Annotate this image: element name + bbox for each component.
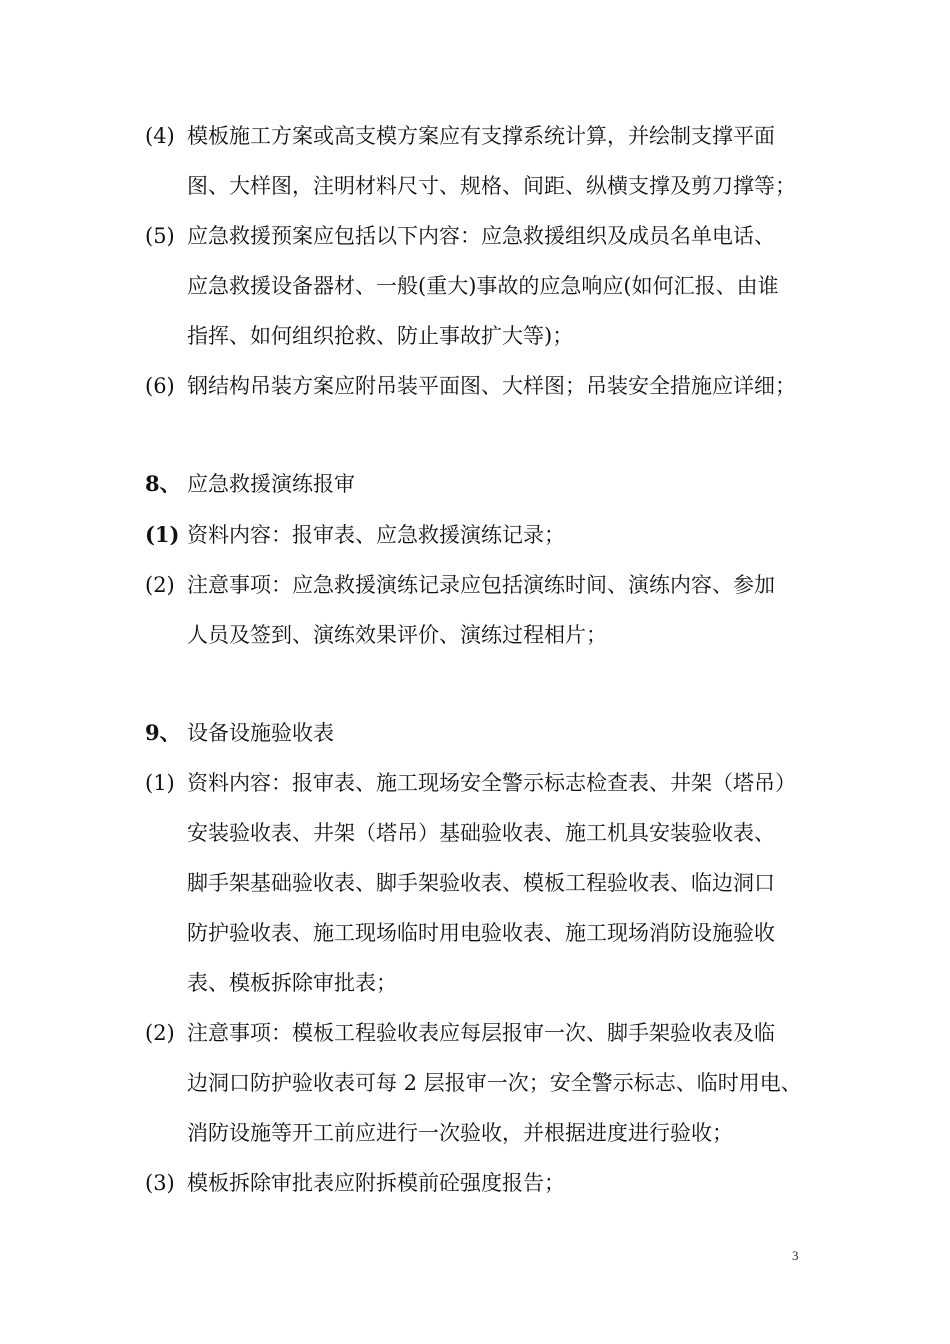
item-text: 边洞口防护验收表可每 2 层报审一次；安全警示标志、临时用电、	[187, 1071, 802, 1095]
item-number: (1)	[145, 771, 175, 795]
item-number: (4)	[145, 124, 175, 148]
item-text: 表、模板拆除审批表；	[187, 971, 397, 995]
page-number: 3	[792, 1248, 799, 1263]
item-text: 指挥、如何组织抢救、防止事故扩大等)；	[187, 324, 574, 348]
item-number: (3)	[145, 1171, 175, 1195]
item-number: (2)	[145, 1021, 175, 1045]
section-number: 8、	[145, 471, 181, 496]
item-number: (6)	[145, 374, 175, 398]
item-text: 资料内容：报审表、施工现场安全警示标志检查表、井架（塔吊）	[187, 771, 796, 795]
item-number: (5)	[145, 224, 175, 248]
list-item-continuation	[187, 266, 779, 306]
section-number: 9、	[145, 720, 181, 745]
item-text: 图、大样图，注明材料尺寸、规格、间距、纵横支撑及剪刀撑等；	[187, 174, 796, 198]
list-item-continuation	[187, 166, 796, 206]
list-item	[145, 515, 565, 555]
item-text: 注意事项：模板工程验收表应每层报审一次、脚手架验收表及临	[187, 1021, 775, 1045]
list-item	[145, 1013, 775, 1053]
list-item	[145, 216, 775, 256]
section-heading	[145, 464, 355, 504]
list-item-continuation	[187, 1063, 802, 1103]
item-text: 资料内容：报审表、应急救援演练记录；	[187, 523, 565, 547]
section-title: 应急救援演练报审	[187, 472, 355, 496]
item-number: (2)	[145, 573, 175, 597]
item-text: 模板施工方案或高支模方案应有支撑系统计算，并绘制支撑平面	[187, 124, 775, 148]
item-text: 脚手架基础验收表、脚手架验收表、模板工程验收表、临边洞口	[187, 871, 775, 895]
item-text: 安装验收表、井架（塔吊）基础验收表、施工机具安装验收表、	[187, 821, 775, 845]
list-item	[145, 116, 775, 156]
list-item	[145, 366, 796, 406]
item-text: 模板拆除审批表应附拆模前砼强度报告；	[187, 1171, 565, 1195]
item-text: 消防设施等开工前应进行一次验收，并根据进度进行验收；	[187, 1121, 733, 1145]
list-item	[145, 1163, 565, 1203]
list-item-continuation	[187, 963, 397, 1003]
section-heading	[145, 713, 334, 753]
item-text: 人员及签到、演练效果评价、演练过程相片；	[187, 623, 607, 647]
list-item-continuation	[187, 316, 573, 356]
list-item-continuation	[187, 1113, 733, 1153]
list-item-continuation	[187, 863, 775, 903]
list-item	[145, 763, 796, 803]
item-number: (1)	[145, 522, 180, 547]
item-text: 应急救援设备器材、一般(重大)事故的应急响应(如何汇报、由谁	[187, 274, 779, 298]
list-item-continuation	[187, 615, 607, 655]
section-title: 设备设施验收表	[187, 721, 334, 745]
list-item-continuation	[187, 913, 775, 953]
list-item	[145, 565, 775, 605]
item-text: 应急救援预案应包括以下内容：应急救援组织及成员名单电话、	[187, 224, 775, 248]
item-text: 防护验收表、施工现场临时用电验收表、施工现场消防设施验收	[187, 921, 775, 945]
item-text: 注意事项：应急救援演练记录应包括演练时间、演练内容、参加	[187, 573, 775, 597]
item-text: 钢结构吊装方案应附吊装平面图、大样图；吊装安全措施应详细；	[187, 374, 796, 398]
list-item-continuation	[187, 813, 775, 853]
